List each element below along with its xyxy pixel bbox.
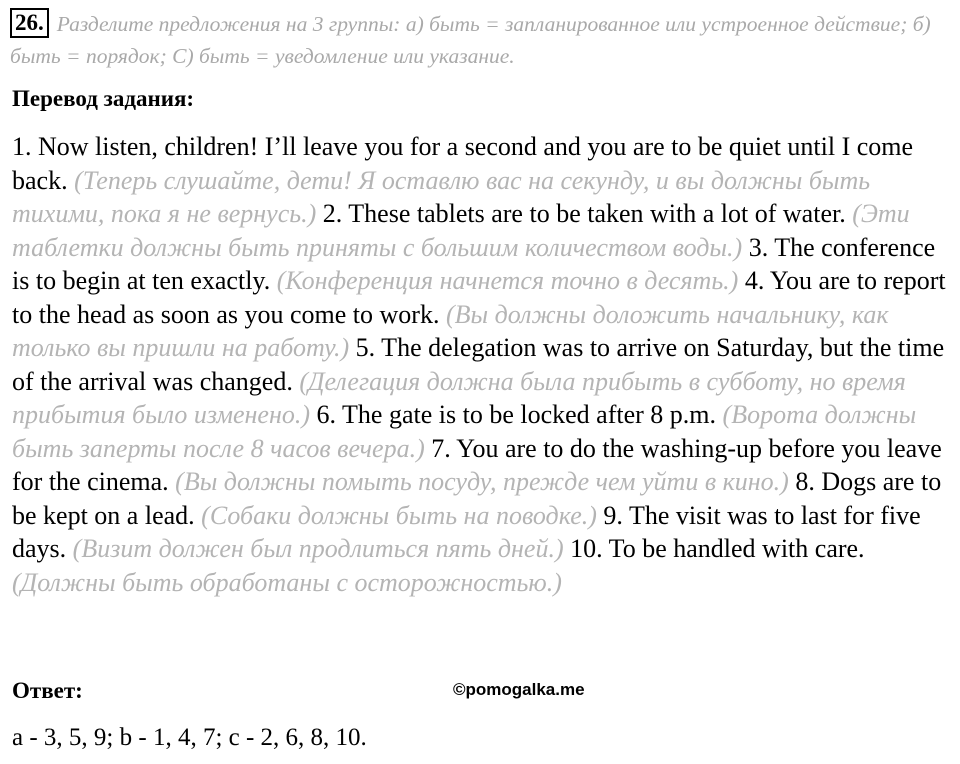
sentence-ru: (Делегация должна была прибыть в субботу, но время прибытия было изменено.) [12,366,906,429]
translation-heading: Перевод задания: [12,86,195,111]
sentence-ru: (Должны быть обработаны с осторожностью.) [12,567,562,597]
exercise-number: 26. [10,8,49,38]
watermark: ©pomogalka.me [453,680,585,699]
answer-text: a - 3, 5, 9; b - 1, 4, 7; c - 2, 6, 8, 10. [12,724,367,751]
sentence-en: 7. You are to do the washing-up before you leave for the cinema. [12,433,942,496]
sentence-en: 3. The conference is to begin at ten exactly. [12,232,936,295]
sentence-en: 1. Now listen, children! I’ll leave you for a second and you are to be quiet until I come back. [12,132,914,195]
sentence-en: 6. The gate is to be locked after 8 p.m. [316,400,717,429]
task-statement [10,8,955,72]
sentence-ru: (Конференция начнется точно в десять.) [276,266,739,295]
sentence-ru: (Вы должны помыть посуду, прежде чем уйти в кино.) [175,467,789,496]
sentence-en: 5. The delegation was to arrive on Saturday, but the time of the arrival was changed. [12,333,945,396]
sentence-ru: (Вы должны доложить начальнику, как только вы пришли на работу.) [12,299,889,362]
sentence-en: 2. These tablets are to be taken with a lot of water. [322,199,846,228]
sentence-ru: (Теперь слушайте, дети! Я оставлю вас на секунду, и вы должны быть тихими, пока я не вернусь.) [12,165,871,228]
translation-body [12,130,957,599]
sentence-ru: (Эти таблетки должны быть приняты с большим количеством воды.) [12,199,910,262]
sentence-en: 8. Dogs are to be kept on a lead. [12,467,942,530]
sentence-en: 10. To be handled with care. [570,534,865,563]
answer-heading: Ответ: [12,678,83,703]
sentence-en: 4. You are to report to the head as soon as you come to work. [12,266,946,329]
task-text: Разделите предложения на 3 группы: а) быть = запланированное или устроенное действие; б) быть = порядок; С) быть = уведомление или указание. [10,12,931,68]
sentence-ru: (Ворота должны быть заперты после 8 часов вечера.) [12,400,917,463]
sentence-ru: (Собаки должны быть на поводке.) [201,500,597,530]
sentence-en: 9. The visit was to last for five days. [12,500,921,563]
sentence-ru: (Визит должен был продлиться пять дней.) [72,534,564,563]
